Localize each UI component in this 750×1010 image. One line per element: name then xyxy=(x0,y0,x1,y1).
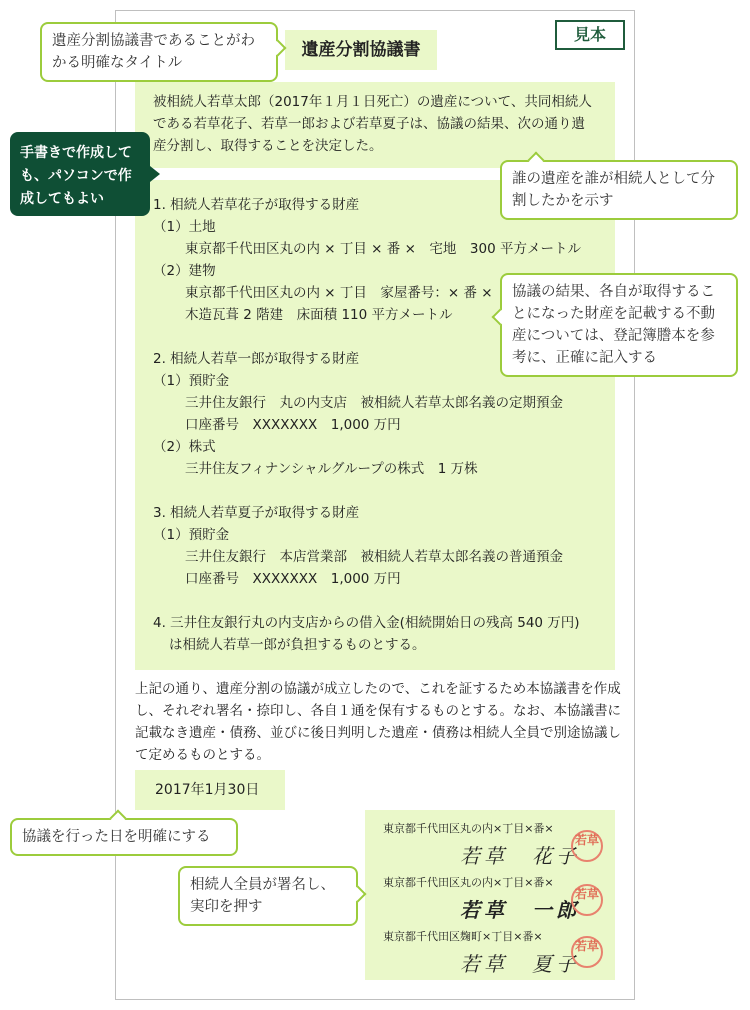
seal-stamp: 若草 xyxy=(571,884,603,916)
document-title: 遺産分割協議書 xyxy=(285,30,437,70)
property-line: （2）建物 xyxy=(153,263,216,279)
property-line: （1）土地 xyxy=(153,219,216,235)
property-list xyxy=(135,180,615,670)
seal-stamp: 若草 xyxy=(571,936,603,968)
property-line: 4. 三井住友銀行丸の内支店からの借入金(相続開始日の残高 540 万円) xyxy=(153,615,580,631)
signer-name: 若草 花子 xyxy=(460,844,580,868)
seal-stamp: 若草 xyxy=(571,830,603,862)
date-callout xyxy=(10,818,238,856)
property-line: 3. 相続人若草夏子が取得する財産 xyxy=(153,505,360,521)
intro-paragraph: 被相続人若草太郎（2017年１月１日死亡）の遺産について、共同相続人である若草花子、若草一郎および若草夏子は、協議の結果、次の通り遺産分割し、取得することを決定した。 xyxy=(135,82,615,168)
property-line: 口座番号 XXXXXXX 1,000 万円 xyxy=(185,571,401,587)
spacer xyxy=(153,590,615,612)
property-line: は相続人若草一郎が負担するものとする。 xyxy=(169,637,426,653)
sample-stamp: 見本 xyxy=(555,20,625,50)
callout-text: 遺産分割協議書であることがわかる明確なタイトル xyxy=(52,33,255,71)
spacer xyxy=(153,480,615,502)
callout-text: 誰の遺産を誰が相続人として分割したかを示す xyxy=(512,171,715,209)
note-text: 手書きで作成しても、パソコンで作成してもよい xyxy=(20,145,132,207)
signer-address: 東京都千代田区麹町×丁目×番× xyxy=(383,930,543,943)
property-line: 口座番号 XXXXXXX 1,000 万円 xyxy=(185,417,401,433)
property-line: 1. 相続人若草花子が取得する財産 xyxy=(153,197,360,213)
property-line: 三井住友フィナンシャルグループの株式 1 万株 xyxy=(185,461,478,477)
property-line: 東京都千代田区丸の内 × 丁目 × 番 × 宅地 300 平方メートル xyxy=(185,241,581,257)
signature-block xyxy=(365,810,615,980)
callout-text: 協議の結果、各自が取得することになった財産を記載する不動産については、登記簿謄本を参考に、正確に記入する xyxy=(512,284,715,366)
closing-paragraph: 上記の通り、遺産分割の協議が成立したので、これを証するため本協議書を作成し、それぞれ署名・捺印し、各自１通を保有するものとする。なお、本協議書に記載なき遺産・債務、並びに後日判明した遺産・債務は相続人全員で別途協議して定めるものとする。 xyxy=(135,681,621,763)
property-line: （1）預貯金 xyxy=(153,527,230,543)
callout-text: 相続人全員が署名し、実印を押す xyxy=(190,877,335,915)
note-tail xyxy=(150,166,160,182)
property-line: （2）株式 xyxy=(153,439,216,455)
sign-callout xyxy=(178,866,358,926)
property-line: 三井住友銀行 本店営業部 被相続人若草太郎名義の普通預金 xyxy=(185,549,563,565)
property-line: 三井住友銀行 丸の内支店 被相続人若草太郎名義の定期預金 xyxy=(185,395,563,411)
title-callout xyxy=(40,22,278,82)
agreement-date: 2017年1月30日 xyxy=(135,770,285,810)
signer-address: 東京都千代田区丸の内×丁目×番× xyxy=(383,876,554,889)
signer-name: 若草 夏子 xyxy=(460,952,580,976)
property-line: 木造瓦葺 2 階建 床面積 110 平方メートル xyxy=(185,307,453,323)
property-line: 2. 相続人若草一郎が取得する財産 xyxy=(153,351,360,367)
property-line: （1）預貯金 xyxy=(153,373,230,389)
signer-name: 若草 一郎 xyxy=(460,898,580,922)
handwrite-note xyxy=(10,132,150,216)
signer-address: 東京都千代田区丸の内×丁目×番× xyxy=(383,822,554,835)
property-line: 東京都千代田区丸の内 × 丁目 家屋番号：× 番 × xyxy=(185,285,493,301)
who-callout xyxy=(500,160,738,220)
property-callout xyxy=(500,273,738,377)
callout-text: 協議を行った日を明確にする xyxy=(22,829,211,845)
